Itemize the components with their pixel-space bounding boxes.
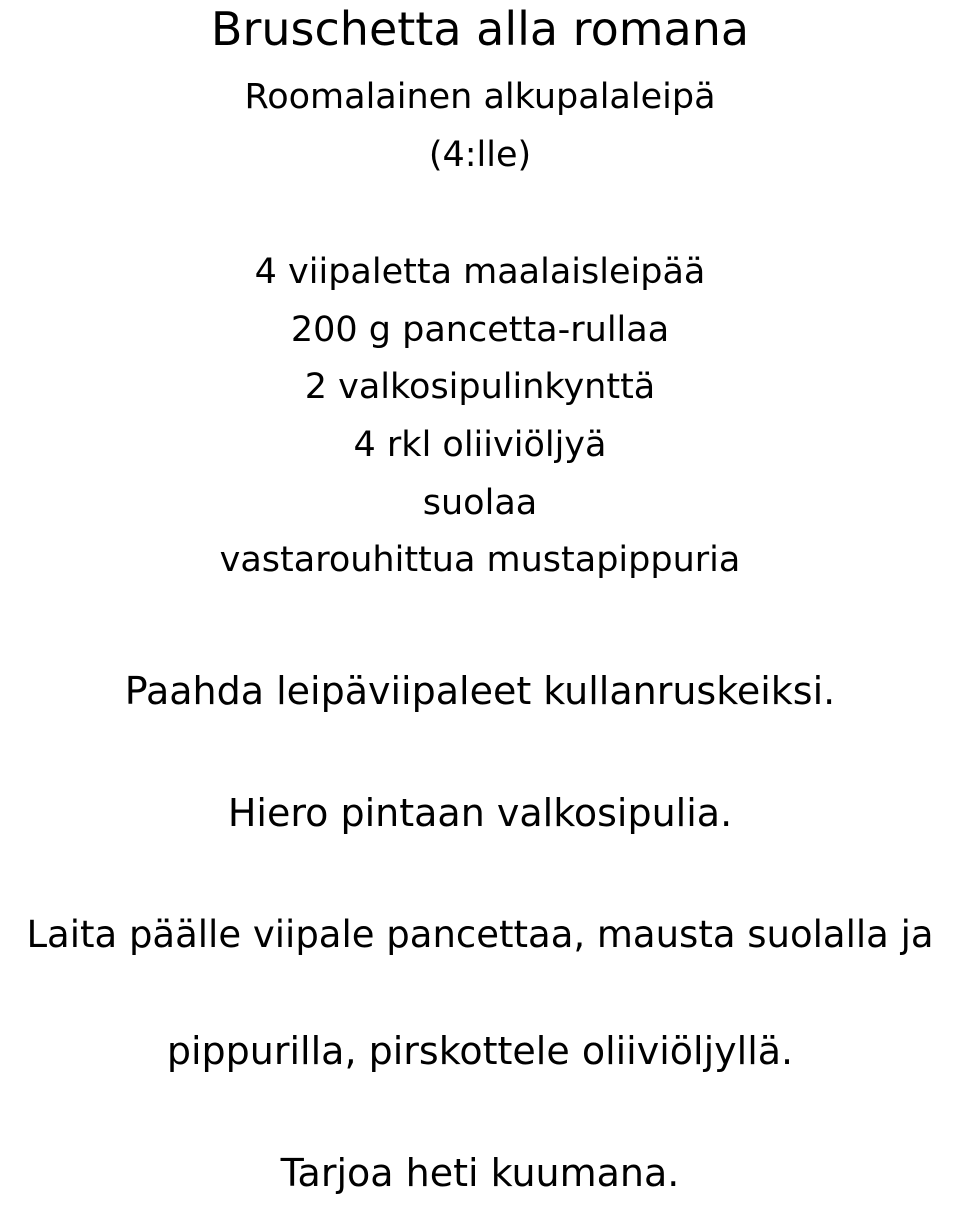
instruction-step: pippurilla, pirskottele oliiviöljyllä. [166, 1029, 794, 1073]
ingredient-item: 200 g pancetta-rullaa [290, 310, 670, 350]
ingredient-item: 2 valkosipulinkynttä [304, 367, 656, 407]
instruction-step: Laita päälle viipale pancettaa, mausta suolalla ja [26, 913, 934, 956]
instruction-step: Tarjoa heti kuumana. [280, 1151, 680, 1195]
instruction-step: Paahda leipäviipaleet kullanruskeiksi. [124, 669, 836, 713]
ingredient-item: suolaa [422, 483, 538, 523]
servings-note: (4:lle) [428, 135, 532, 175]
recipe-subtitle: Roomalainen alkupalaleipä [244, 77, 716, 117]
ingredient-item: 4 rkl oliiviöljyä [353, 425, 607, 465]
ingredient-item: vastarouhittua mustapippuria [219, 540, 741, 580]
recipe-title: Bruschetta alla romana [210, 2, 750, 56]
ingredient-item: 4 viipaletta maalaisleipää [254, 252, 706, 292]
instruction-step: Hiero pintaan valkosipulia. [227, 791, 733, 835]
